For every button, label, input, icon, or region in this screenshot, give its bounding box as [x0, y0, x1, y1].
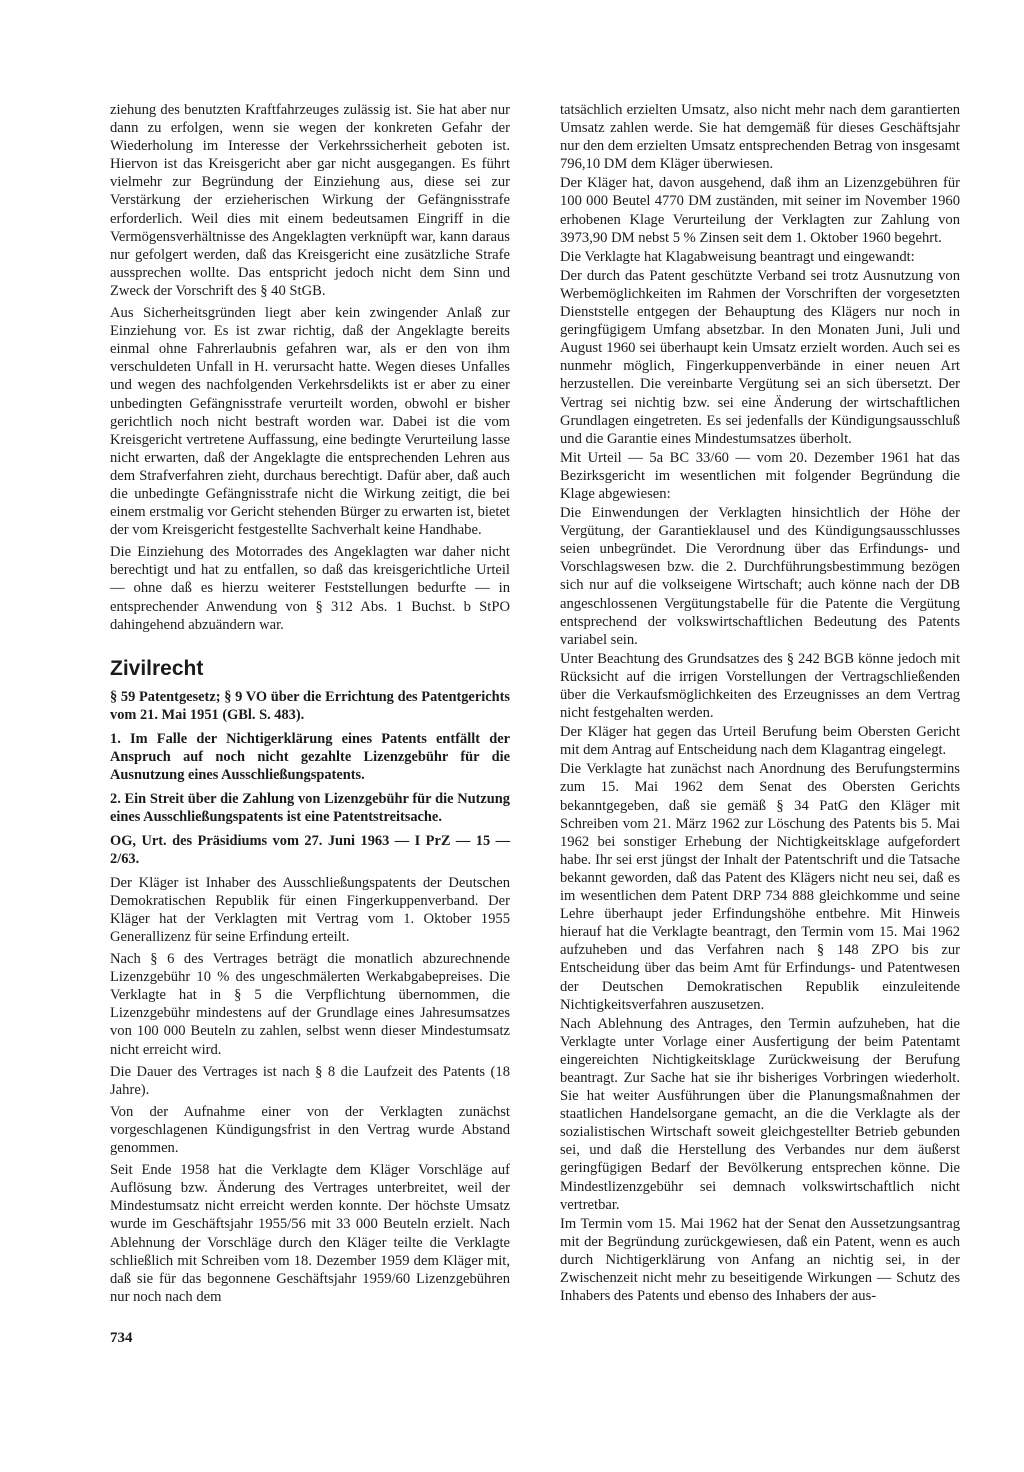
right-paragraph: Die Einwendungen der Verklagten hinsichtlich der Höhe der Vergütung, der Garantieklausel und des Kündigungsausschlusses seien unbegründet. Die Verordnung über das Erfindungs- und Vorschlagswesen bzw. die 2. Durchführungsbestimmung bezögen sich nur auf die volkseigene Wirtschaft; auch könne nach der DB angeschlossenen Vergütungstabelle für die Patente die Vergütung entsprechend der volkswirtschaftlichen Bedeutung des Patents variabel sein.	[560, 505, 960, 648]
headnote-1: 1. Im Falle der Nichtigerklärung eines Patents entfällt der Anspruch auf noch nicht gezahlte Lizenzgebühr für die Ausnutzung eines Ausschließungspatents.	[110, 730, 510, 783]
right-paragraph: Die Verklagte hat zunächst nach Anordnung des Berufungstermins zum 15. Mai 1962 dem Senat des Obersten Gerichts bekanntgegeben, daß sie gemäß § 34 PatG den Kläger mit Schreiben vom 21. März 1962 zur Löschung des Patents bis 5. Mai 1962 bei sonstiger Erhebung der Nichtigkeitsklage aufgefordert habe. Ihr sei erst jüngst der Inhalt der Patentschrift und die Tatsache bekannt geworden, daß das Patent des Klägers nicht neu sei, daß es im wesentlichen dem Patent DRP 734 888 gleichkomme und seine Lehre überhaupt jeder Erfindungshöhe entbehre. Mit Hinweis hierauf hat die Verklagte beantragt, den Termin vom 15. Mai 1962 aufzuheben und das Verfahren nach § 148 ZPO bis zur Entscheidung über das beim Amt für Erfindungs- und Patentwesen der Deutschen Demokratischen Republik einzuleitende Nichtigkeitsverfahren auszusetzen.	[560, 761, 960, 1013]
headnote-citation: OG, Urt. des Präsidiums vom 27. Juni 1963 — I PrZ — 15 — 2/63.	[110, 832, 510, 867]
left-paragraph: Aus Sicherheitsgründen liegt aber kein zwingender Anlaß zur Einziehung vor. Es ist zwar richtig, daß der Angeklagte bereits einmal ohne Fahrerlaubnis gefahren war, als er den von ihm verschuldeten Unfall in H. verursacht hatte. Wegen dieses Unfalles und wegen des nachfolgenden Verkehrsdelikts ist er aber zu einer unbedingten Gefängnisstrafe verurteilt worden, obwohl er bisher gerichtlich noch nicht bestraft worden war. Dabei ist die vom Kreisgericht vertretene Auffassung, eine bedingte Verurteilung lasse nicht erwarten, daß der Angeklagte die entsprechenden Lehren aus dem Strafverfahren zieht, durchaus berechtigt. Dafür aber, daß auch die unbedingte Gefängnisstrafe nicht die Wirkung zeitigt, die bei einem erstmalig vor Gericht stehenden Bürger zu erwarten ist, bietet der vom Kreisgericht festgestellte Sachverhalt keine Handhabe.	[110, 305, 510, 539]
right-paragraph: Nach Ablehnung des Antrages, den Termin aufzuheben, hat die Verklagte unter Vorlage einer Ausfertigung der beim Patentamt eingereichten Nichtigkeitsklage Zurückweisung der Berufung beantragt. Zur Sache hat sie ihr bisheriges Vorbringen wiederholt. Sie hat weiter Ausführungen über die Planungsmaßnahmen der staatlichen Handelsorgane gemacht, an die die Verklagte als der sozialistischen Wirtschaft soweit gleichgestellter Betrieb gebunden sei, und daß die Herstellung des Verbandes nur dem äußerst geringfügigen Bedarf der Bevölkerung entsprechen könne. Die Mindestlizenzgebühr sei demnach volkswirtschaftlich nicht vertretbar.	[560, 1015, 960, 1213]
section-title: Zivilrecht	[110, 656, 204, 680]
right-paragraph: Der Kläger hat gegen das Urteil Berufung beim Obersten Gericht mit dem Antrag auf Entscheidung nach dem Klagantrag eingelegt.	[560, 724, 960, 759]
right-paragraph: Mit Urteil — 5a BC 33/60 — vom 20. Dezember 1961 hat das Bezirksgericht im wesentlichen mit folgender Begründung die Klage abgewiesen:	[560, 449, 960, 502]
left-paragraph: Die Einziehung des Motorrades des Angeklagten war daher nicht berechtigt und hat zu entfallen, so daß das kreisgerichtliche Urteil — ohne daß es hierzu weiterer Feststellungen bedurfte — in entsprechender Anwendung von § 312 Abs. 1 Buchst. b StPO dahingehend abzuändern war.	[110, 544, 510, 633]
body-paragraph: Seit Ende 1958 hat die Verklagte dem Kläger Vorschläge auf Auflösung bzw. Änderung des Vertrages unterbreitet, weil der Mindestumsatz nicht erreicht werden konnte. Der höchste Umsatz wurde im Geschäftsjahr 1955/56 mit 33 000 Beuteln erzielt. Nach Ablehnung der Vorschläge durch den Kläger teilte die Verklagte schließlich mit Schreiben vom 18. Dezember 1959 dem Kläger mit, daß sie für das begonnene Geschäftsjahr 1959/60 Lizenzgebühren nur noch nach dem	[110, 1162, 510, 1305]
right-paragraph: Die Verklagte hat Klagabweisung beantragt und eingewandt:	[560, 248, 915, 265]
headnote-2: 2. Ein Streit über die Zahlung von Lizenzgebühr für die Nutzung eines Ausschließungspatents ist eine Patentstreitsache.	[110, 790, 510, 825]
body-paragraph: Von der Aufnahme einer von der Verklagten zunächst vorgeschlagenen Kündigungsfrist in den Vertrag wurde Abstand genommen.	[110, 1103, 510, 1157]
right-paragraph: Der durch das Patent geschützte Verband sei trotz Ausnutzung von Werbemöglichkeiten im Rahmen der Vorschriften der vorgesetzten Dienststelle entgegen der Behauptung des Klägers nur noch in geringfügigem Umfang absetzbar. In den Monaten Juni, Juli und August 1960 sei überhaupt kein Umsatz erzielt worden. Auch sei es nunmehr möglich, Fingerkuppenverbände in einer neuen Art herzustellen. Die vereinbarte Vergütung sei an sich übersetzt. Der Vertrag sei nichtig bzw. sei eine Änderung der wirtschaftlichen Grundlagen eingetreten. Es sei jedenfalls der Kündigungsausschluß und die Garantie eines Mindestumsatzes überholt.	[560, 267, 960, 447]
body-paragraph: Nach § 6 des Vertrages beträgt die monatlich abzurechnende Lizenzgebühr 10 % des ungeschmälerten Werkabgabepreises. Die Verklagte hat in § 5 die Verpflichtung übernommen, die Lizenzgebühr mindestens auf der Grundlage eines Jahresumsatzes von 100 000 Beuteln zu zahlen, selbst wenn dieser Mindestumsatz nicht erreicht wird.	[110, 951, 510, 1058]
right-paragraph: Der Kläger hat, davon ausgehend, daß ihm an Lizenzgebühren für 100 000 Beutel 4770 DM zuständen, mit seiner im November 1960 erhobenen Klage Verurteilung der Verklagten zur Zahlung von 3973,90 DM nebst 5 % Zinsen seit dem 1. Oktober 1960 begehrt.	[560, 175, 960, 246]
right-paragraph: Im Termin vom 15. Mai 1962 hat der Senat den Aussetzungsantrag mit der Begründung zurückgewiesen, daß ein Patent, wenn es auch durch Nichtigerklärung von Anfang an nichtig sei, in der Zwischenzeit nicht mehr zu beseitigende Wirkungen — Schutz des Inhabers des Patents und ebenso des Inhabers der aus-	[560, 1215, 960, 1305]
headnote-statute: § 59 Patentgesetz; § 9 VO über die Errichtung des Patentgerichts vom 21. Mai 1951 (GBl. S. 483).	[110, 688, 510, 723]
left-column	[110, 101, 510, 1306]
right-paragraph: tatsächlich erzielten Umsatz, also nicht mehr nach dem garantierten Umsatz zahlen werde. Sie hat demgemäß für dieses Geschäftsjahr nur den dem erzielten Umsatz entsprechenden Betrag von insgesamt 796,10 DM dem Kläger überwiesen.	[560, 102, 960, 173]
body-paragraph: Die Dauer des Vertrages ist nach § 8 die Laufzeit des Patents (18 Jahre).	[110, 1063, 510, 1098]
left-paragraph: ziehung des benutzten Kraftfahrzeuges zulässig ist. Sie hat aber nur dann zu erfolgen, wenn sie wegen der konkreten Gefahr der Wiederholung im Interesse der Verkehrssicherheit geboten ist. Hiervon ist das Kreisgericht aber gar nicht ausgegangen. Es führt vielmehr zur Begründung der Einziehung aus, diese sei zur Verstärkung der erzieherischen Wirkung der Gefängnisstrafe erforderlich. Weil dies mit einem bedeutsamen Eingriff in die Vermögensverhältnisse des Angeklagten verknüpft war, kann daraus nur gefolgert werden, daß das Kreisgericht eine zusätzliche Strafe aussprechen wollte. Das entspricht jedoch nicht dem Sinn und Zweck der Vorschrift des § 40 StGB.	[110, 102, 510, 299]
right-paragraph: Unter Beachtung des Grundsatzes des § 242 BGB könne jedoch mit Rücksicht auf die irrigen Vorstellungen der Vertragschließenden über die Verkaufsmöglichkeiten des Erzeugnisses an dem Vertrag nicht festgehalten werden.	[560, 650, 960, 722]
page-number: 734	[110, 1330, 133, 1346]
right-column	[560, 101, 960, 1305]
body-paragraph: Der Kläger ist Inhaber des Ausschließungspatents der Deutschen Demokratischen Republik für einen Fingerkuppenverband. Der Kläger hat der Verklagten mit Vertrag vom 1. Oktober 1955 Generallizenz für seine Erfindung erteilt.	[110, 874, 510, 945]
